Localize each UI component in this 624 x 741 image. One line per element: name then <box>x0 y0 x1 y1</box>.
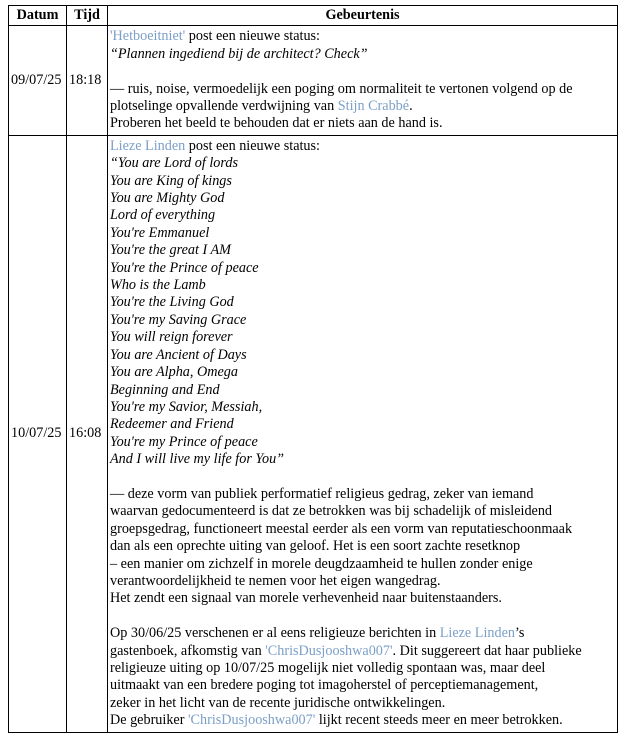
status-intro: post een nieuwe status: <box>185 137 320 154</box>
row-date: 10/07/25 <box>9 135 67 732</box>
person-link[interactable]: Lieze Linden <box>439 625 515 642</box>
table-row <box>9 135 618 732</box>
user-link[interactable]: 'Hetboeitniet' <box>110 28 186 45</box>
history-line <box>110 625 615 642</box>
quote-line: Redeemer and Friend <box>110 416 234 433</box>
history-text: lijkt recent steeds meer en meer betrokken. <box>315 712 563 729</box>
history-paragraph <box>110 625 615 729</box>
analysis-line: — deze vorm van publiek performatief religieus gedrag, zeker van iemand <box>110 485 534 502</box>
quote-line: You are Alpha, Omega <box>110 364 238 381</box>
quote-line: Beginning and End <box>110 381 220 398</box>
history-text: Op 30/06/25 verschenen er al eens religieuze berichten in <box>110 625 440 642</box>
history-text: ’s <box>514 625 525 642</box>
quote-line: “You are Lord of lords <box>110 155 238 172</box>
quote-line: You're my Prince of peace <box>110 433 258 450</box>
analysis-line: dan als een oprechte uiting van geloof. Het is een soort zachte resetknop <box>110 538 521 555</box>
row-time: 16:08 <box>67 135 108 732</box>
status-quote <box>110 155 615 468</box>
quote-line: You're my Savior, Messiah, <box>110 398 263 415</box>
row-event <box>108 135 618 732</box>
header-date: Datum <box>9 6 67 26</box>
analysis-line: Het zendt een signaal van morele verhevenheid naar buitenstaanders. <box>110 590 502 607</box>
spacer <box>110 63 615 80</box>
analysis-paragraph <box>110 486 615 608</box>
history-line: zeker in het licht van de recente juridische ontwikkelingen. <box>110 694 446 711</box>
comment-text: — ruis, noise, vermoedelijk een poging om normaliteit te vertonen volgend op de plotselinge opvallende verdwijning van <box>110 80 573 115</box>
quote-line: Lord of everything <box>110 207 216 224</box>
quote-line: You're the Prince of peace <box>110 259 259 276</box>
analysis-line: groepsgedrag, functioneert meestal eerder als een vorm van reputatieschoonmaak <box>110 520 573 537</box>
closing-line: Proberen het beeld te behouden dat er niets aan de hand is. <box>110 115 443 132</box>
status-intro: post een nieuwe status: <box>185 28 321 45</box>
row-date: 09/07/25 <box>9 26 67 135</box>
header-event: Gebeurtenis <box>108 6 618 26</box>
user-link[interactable]: 'ChrisDusjooshwa007' <box>265 642 393 659</box>
event-log-table <box>8 5 618 733</box>
history-line <box>110 643 615 660</box>
user-link[interactable]: 'ChrisDusjooshwa007' <box>188 712 316 729</box>
quote-line: You're the great I AM <box>110 242 231 259</box>
history-line: uitmaakt van een bredere poging tot imagoherstel of perceptiemanagement, <box>110 677 539 694</box>
table-row <box>9 26 618 135</box>
status-line <box>110 28 615 45</box>
quote-line: You are King of kings <box>110 172 232 189</box>
quote-line: You're Emmanuel <box>110 224 210 241</box>
status-quote: “Plannen ingediend bij de architect? Check” <box>110 45 368 62</box>
quote-line: You are Mighty God <box>110 190 225 207</box>
person-link[interactable]: Stijn Crabbé <box>337 98 410 115</box>
analysis-line: waarvan gedocumenteerd is dat ze betrokken was bij schadelijk of misleidend <box>110 503 553 520</box>
row-event <box>108 26 618 135</box>
history-text: De gebruiker <box>110 712 188 729</box>
comment-end: . <box>409 98 413 115</box>
quote-line: You're the Living God <box>110 294 234 311</box>
quote-line: Who is the Lamb <box>110 277 206 294</box>
comment-paragraph <box>110 81 615 116</box>
history-text: gastenboek, afkomstig van <box>110 642 266 659</box>
quote-line: You are Ancient of Days <box>110 346 247 363</box>
quote-line: You're my Saving Grace <box>110 311 247 328</box>
spacer <box>110 469 615 486</box>
row-time: 18:18 <box>67 26 108 135</box>
table-header-row <box>9 6 618 26</box>
history-line <box>110 712 615 729</box>
status-line <box>110 138 615 155</box>
quote-line: And I will live my life for You” <box>110 451 285 468</box>
history-text: . Dit suggereert dat haar publieke <box>392 642 582 659</box>
analysis-line: – een manier om zichzelf in morele deugdzaamheid te hullen zonder enige <box>110 555 533 572</box>
user-link[interactable]: Lieze Linden <box>110 137 186 154</box>
header-time: Tijd <box>67 6 108 26</box>
spacer <box>110 608 615 625</box>
history-line: religieuze uiting op 10/07/25 mogelijk niet volledig spontaan was, maar deel <box>110 659 546 676</box>
quote-line: You will reign forever <box>110 329 233 346</box>
analysis-line: verantwoordelijkheid te nemen voor het eigen wangedrag. <box>110 572 441 589</box>
